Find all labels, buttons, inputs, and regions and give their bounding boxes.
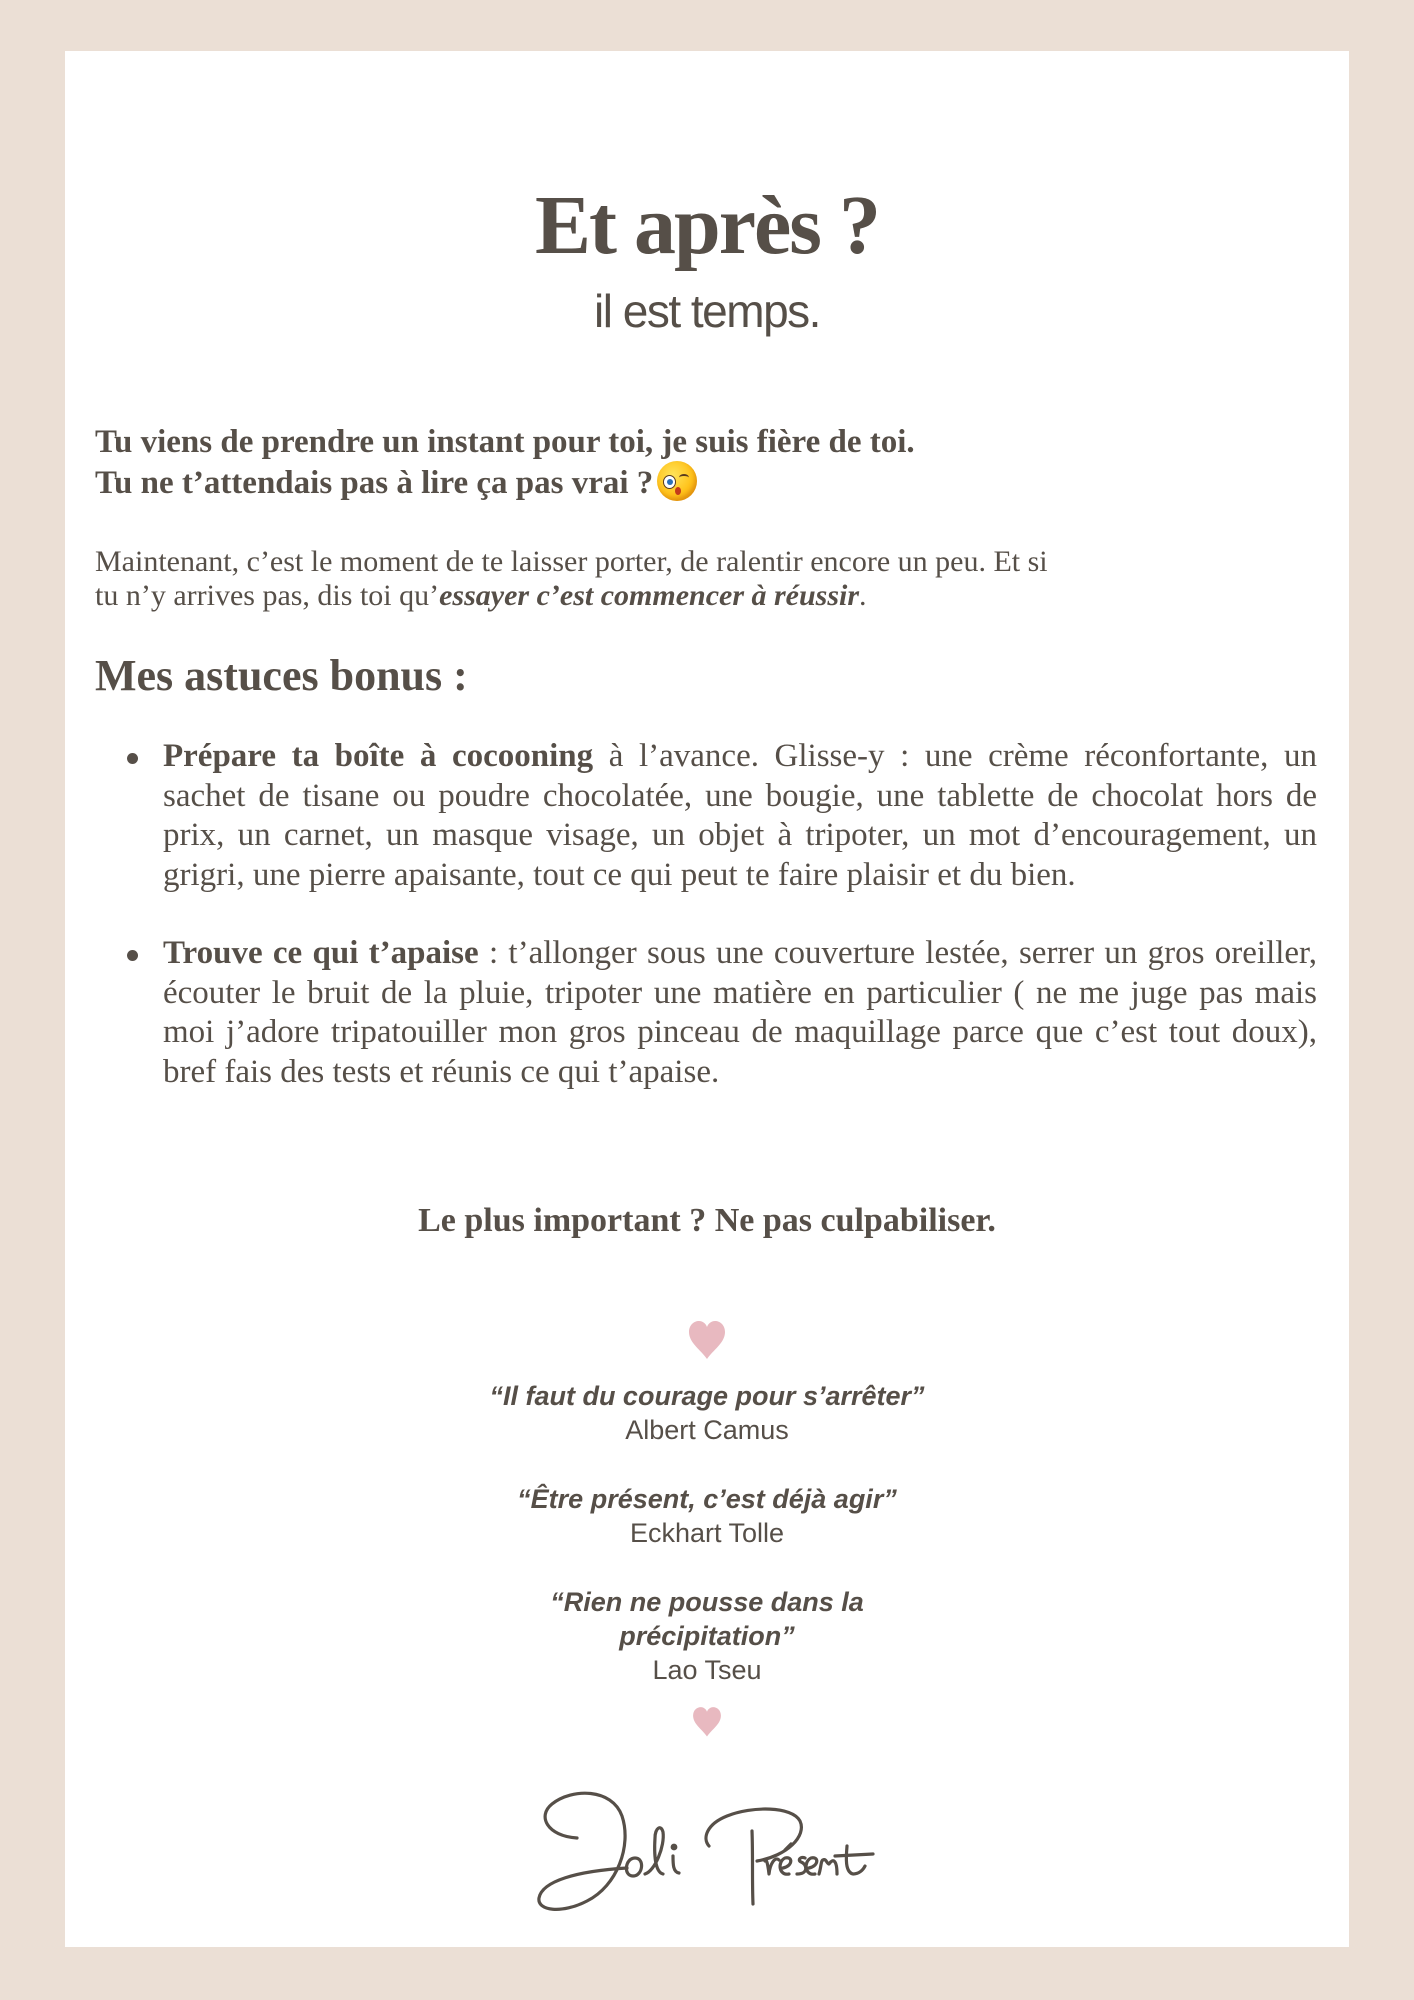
signature-logo xyxy=(65,1776,1349,1931)
page-title: Et après ? xyxy=(535,179,879,272)
winking-face-emoji-icon xyxy=(657,461,697,501)
quote xyxy=(65,1482,1349,1550)
paragraph-suffix: . xyxy=(859,579,867,612)
paragraph-line-2 xyxy=(95,579,1335,613)
tip-item xyxy=(163,737,1317,895)
quote-author: Albert Camus xyxy=(625,1415,789,1445)
quote xyxy=(65,1379,1349,1447)
intro-text xyxy=(95,423,1295,502)
quote-text: “Il faut du courage pour s’arrêter” xyxy=(489,1381,925,1411)
tips-list xyxy=(163,737,1317,1131)
heart-icon xyxy=(685,1317,729,1361)
intro-line-2-text: Tu ne t’attendais pas à lire ça pas vrai ? xyxy=(95,465,654,501)
bullet-icon xyxy=(127,753,138,764)
tip-title: Prépare ta boîte à cocooning xyxy=(163,738,594,774)
quote xyxy=(65,1585,1349,1687)
quote-author: Eckhart Tolle xyxy=(629,1518,785,1548)
bullet-icon xyxy=(127,950,138,961)
paragraph-emphasis: essayer c’est commencer à réussir xyxy=(439,579,860,612)
important-note: Le plus important ? Ne pas culpabiliser. xyxy=(418,1202,996,1239)
heart-icon xyxy=(690,1703,724,1739)
tip-item xyxy=(163,934,1317,1092)
tip-text: : t’allonger sous une couverture lestée, serrer un gros oreiller, écouter le bruit de la pluie, tripoter une matière en particulier ( ne me juge pas mais moi j’adore tripatouiller mon gros pinceau de maquillage parce que c’est tout doux), bref fais des tests et réunis ce qui t’apaise. xyxy=(163,935,1317,1090)
tip-text: à l’avance. Glisse-y : une crème réconfortante, un sachet de tisane ou poudre chocolatée, une bougie, une tablette de chocolat hors de prix, un carnet, un masque visage, un objet à tripoter, un mot d’encouragement, un grigri, une pierre apaisante, tout ce qui peut te faire plaisir et du bien. xyxy=(163,738,1317,893)
page-subtitle: il est temps. xyxy=(594,285,820,337)
intro-paragraph xyxy=(95,545,1335,613)
quotes-section xyxy=(65,1379,1349,1722)
paragraph-text: tu n’y arrives pas, dis toi qu’ xyxy=(95,579,440,612)
document-page xyxy=(65,51,1349,1947)
quote-text: “Rien ne pousse dans la précipitation” xyxy=(550,1587,864,1651)
paragraph-line-1: Maintenant, c’est le moment de te laisser porter, de ralentir encore un peu. Et si xyxy=(95,545,1048,578)
quote-author: Lao Tseu xyxy=(652,1655,762,1685)
intro-line-1: Tu viens de prendre un instant pour toi, je suis fière de toi. xyxy=(95,424,915,460)
quote-text: “Être présent, c’est déjà agir” xyxy=(517,1484,897,1514)
intro-line-2 xyxy=(95,461,1295,502)
section-heading: Mes astuces bonus : xyxy=(95,651,468,700)
joli-present-signature xyxy=(517,1776,897,1926)
tip-title: Trouve ce qui t’apaise xyxy=(163,935,479,971)
